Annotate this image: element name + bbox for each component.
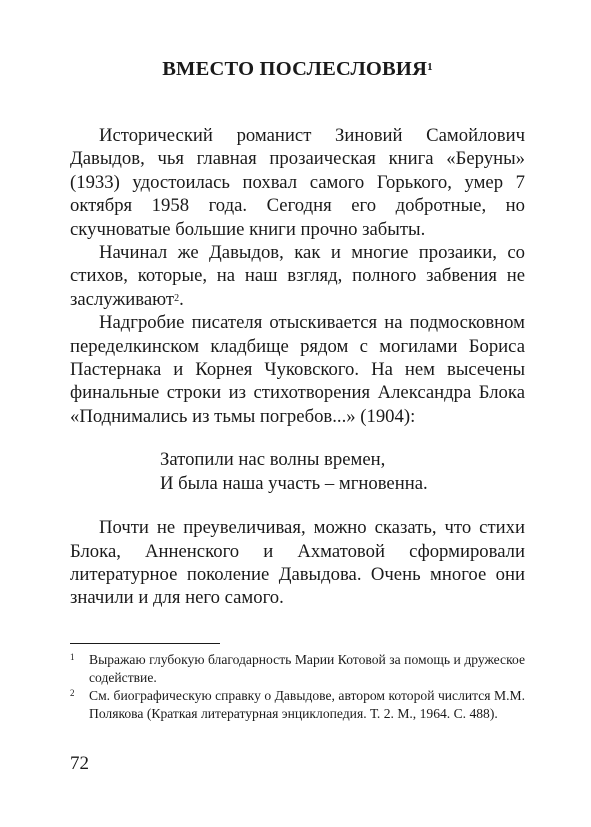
page-title-text: ВМЕСТО ПОСЛЕСЛОВИЯ: [162, 58, 428, 80]
footnote-2: [70, 687, 525, 722]
footnote-1-number: 1: [70, 652, 75, 662]
paragraph-2-text: Начинал же Давыдов, как и многие прозаики, со стихов, которые, на наш взгляд, полного забвения не заслуживают: [70, 242, 525, 310]
footnotes: [70, 651, 525, 723]
footnote-divider: [70, 643, 220, 644]
footnote-1-text: Выражаю глубокую благодарность Марии Котовой за помощь и дружеское содействие.: [89, 652, 525, 685]
verse-quote: [160, 448, 525, 495]
paragraph-4: Почти не преувеличивая, можно сказать, что стихи Блока, Анненского и Ахматовой сформировали литературное поколение Давыдова. Очень многое они значили и для него самого.: [70, 517, 525, 609]
main-text: [70, 124, 525, 610]
title-footnote-ref: 1: [427, 61, 433, 73]
paragraph-2-footnote-ref: 2: [174, 292, 180, 304]
footnote-2-number: 2: [70, 688, 75, 698]
verse-line-1: Затопили нас волны времен,: [160, 449, 386, 471]
paragraph-3: Надгробие писателя отыскивается на подмосковном переделкинском кладбище рядом с могилами Бориса Пастернака и Корнея Чуковского. На нем высечены финальные строки из стихотворения Александра Блока «Поднимались из тьмы погребов...» (1904):: [70, 312, 525, 427]
page-title: [70, 56, 525, 82]
paragraph-2-end: .: [179, 288, 184, 310]
page-number: 72: [70, 753, 89, 774]
verse-line-2: И была наша участь – мгновенна.: [160, 472, 428, 494]
paragraph-1: Исторический романист Зиновий Самойлович Давыдов, чья главная прозаическая книга «Беруны» (1933) удостоилась похвал самого Горького, умер 7 октября 1958 года. Сегодня его добротные, но скучноватые большие книги прочно забыты.: [70, 125, 525, 240]
footnote-1: [70, 651, 525, 686]
paragraph-2: [70, 241, 525, 311]
footnote-2-text: См. биографическую справку о Давыдове, автором которой числится М.М. Полякова (Краткая литературная энциклопедия. Т. 2. М., 1964. С. 488).: [89, 688, 525, 721]
